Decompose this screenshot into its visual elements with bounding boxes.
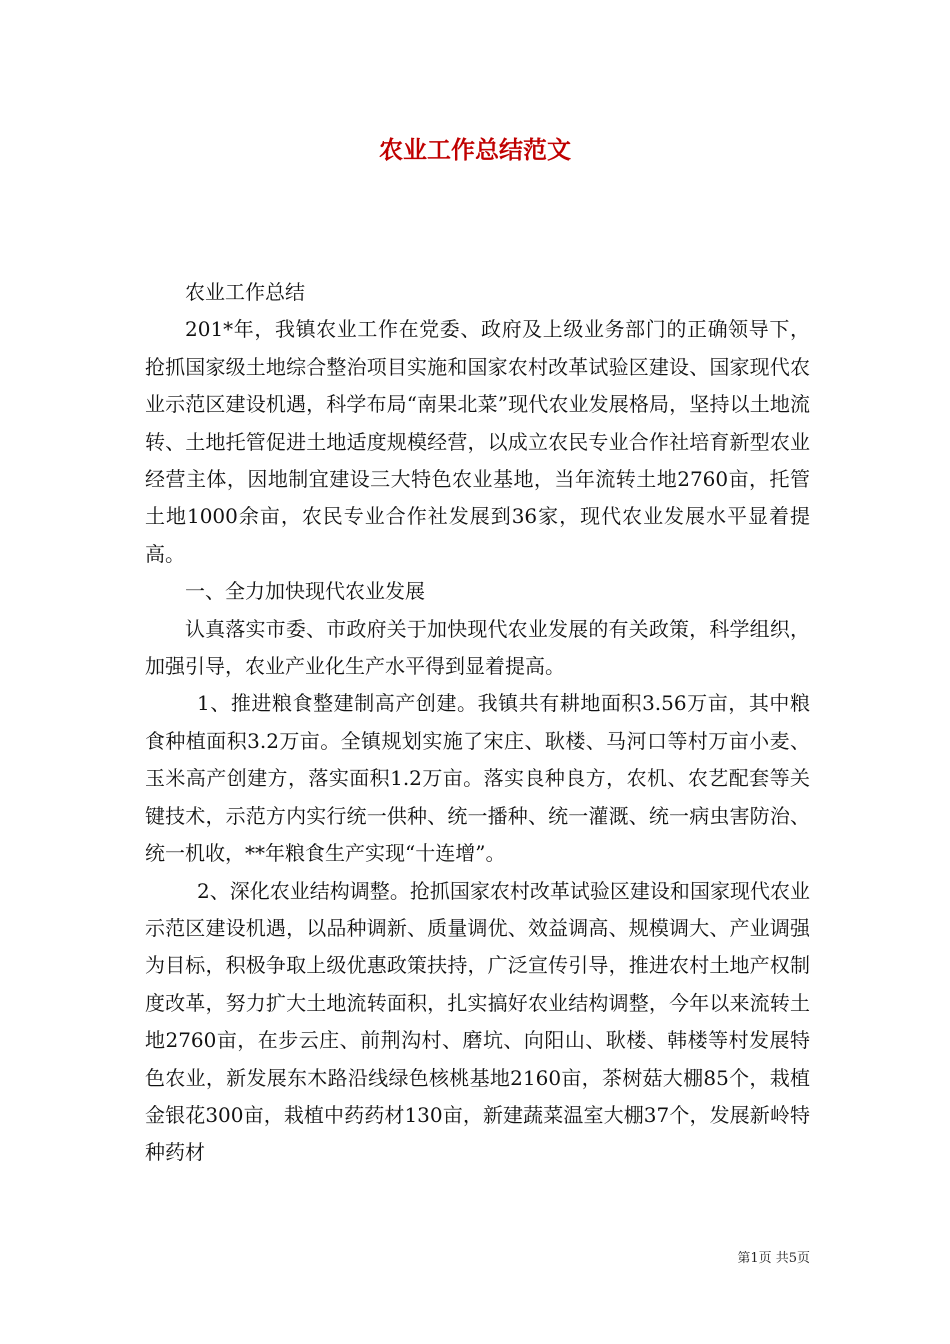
section-heading-1: 一、全力加快现代农业发展	[185, 579, 425, 604]
paragraph-item-2: 2、深化农业结构调整。抢抓国家农村改革试验区建设和国家现代农业示范区建设机遇，以品种调新、质量调优、效益调高、规模调大、产业调强为目标，积极争取上级优惠政策扶持，广泛宣传引导，推进农村土地产权制度改革，努力扩大土地流转面积，扎实搞好农业结构调整，今年以来流转土地2760亩，在步云庄、前荆沟村、磨坑、向阳山、耿楼、韩楼等村发展特色农业，新发展东木路沿线绿色核桃基地2160亩，茶树菇大棚85个，栽植金银花300亩，栽植中药药材130亩，新建蔬菜温室大棚37个，发展新岭特种药材	[145, 878, 810, 1165]
page-title: 农业工作总结范文	[379, 135, 571, 164]
page-number: 第1页 共5页	[737, 1251, 810, 1266]
paragraph-intro: 201*年，我镇农业工作在党委、政府及上级业务部门的正确领导下，抢抓国家级土地综合整治项目实施和国家农村改革试验区建设、国家现代农业示范区建设机遇，科学布局“南果北菜”现代农业发展格局，坚持以土地流转、土地托管促进土地适度规模经营，以成立农民专业合作社培育新型农业经营主体，因地制宜建设三大特色农业基地，当年流转土地2760亩，托管土地1000余亩，农民专业合作社发展到36家，现代农业发展水平显着提高。	[145, 317, 810, 566]
paragraph-item-1: 1、推进粮食整建制高产创建。我镇共有耕地面积3.56万亩，其中粮食种植面积3.2万亩。全镇规划实施了宋庄、耿楼、马河口等村万亩小麦、玉米高产创建方，落实面积1.2万亩。落实良种良方，农机、农艺配套等关键技术，示范方内实行统一供种、统一播种、统一灌溉、统一病虫害防治、统一机收，**年粮食生产实现“十连增”。	[145, 691, 810, 866]
document-body	[145, 274, 810, 1172]
paragraph-heading: 农业工作总结	[185, 280, 305, 304]
paragraph-section-1: 认真落实市委、市政府关于加快现代农业发展的有关政策，科学组织，加强引导，农业产业化生产水平得到显着提高。	[145, 616, 810, 679]
